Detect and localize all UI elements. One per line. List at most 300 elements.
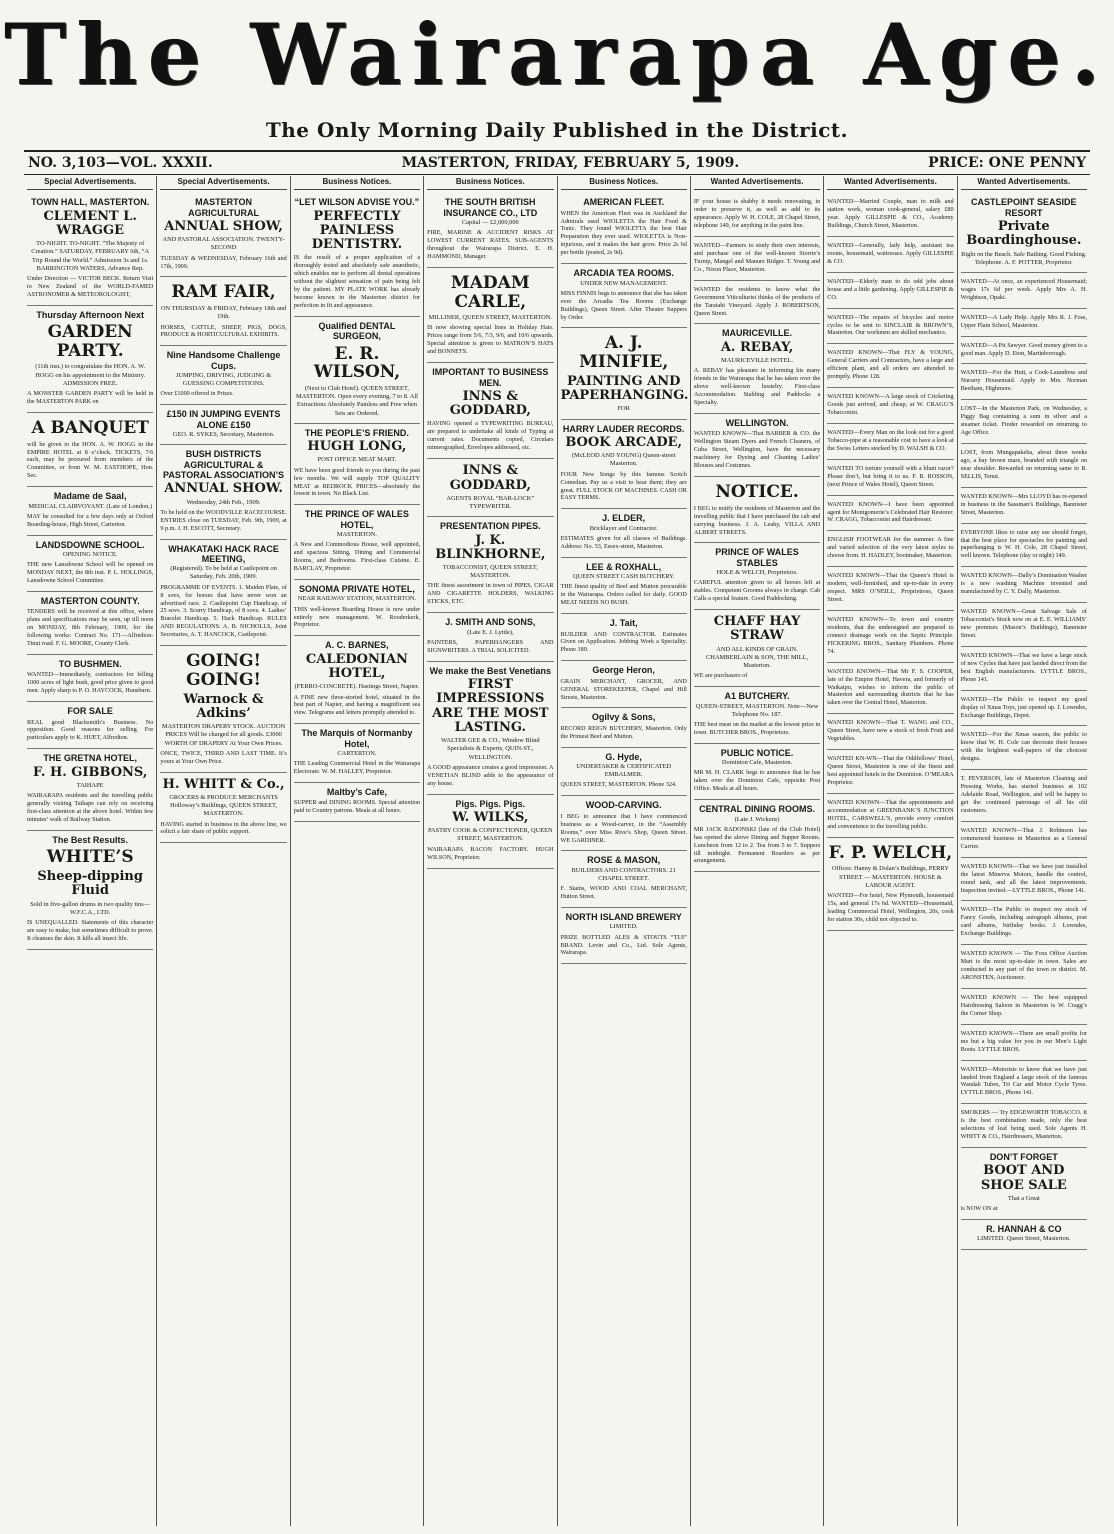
ad-body-text: WANTED—The Public to inspect my stock of Fancy Goods, including autograph albums, post card albums, birthday books. J. Lowndes, Exchange Buildings. — [960, 906, 1087, 938]
ad-body-text: MR M. H. CLARK begs to announce that he has taken over the Dominion Cafe, opposite Post Office. Meals at all hours. — [693, 769, 821, 793]
advertisement — [961, 337, 1087, 365]
ad-body-text: WANTED KNOWN—Mrs LLOYD has re-opened in business in the Sassman’s Buildings, Bannister Street, Masterton. — [960, 492, 1087, 516]
ad-body-text: MISS FINNIS begs to announce that she has taken over the Arcadia Tea Rooms (Exchange Buildings), Queen Street. After Theatre Suppers by Order. — [560, 289, 687, 321]
ad-body-text: WANTED—For the Hutt, a Cook-Laundress and Nursery Housemaid. Apply to Mrs. Norman Beetham, Highmore. — [960, 369, 1087, 393]
column-4 — [424, 176, 557, 1526]
column-2 — [157, 176, 290, 1526]
ad-heading: J. Tait, — [609, 618, 638, 629]
ad-heading: MASTERTON COUNTY. — [40, 596, 140, 607]
ad-body-text: QUEEN STREET, MASTERTON. Phone 324. — [560, 781, 677, 789]
ad-heading: WELLINGTON. — [725, 418, 789, 428]
ad-body-text: HORSES, CATTLE, SHEEP, PIGS, DOGS, PRODUCE & HORTICULTURAL EXHIBITS. — [160, 323, 287, 339]
ad-heading: PRESENTATION PIPES. — [439, 521, 541, 532]
ad-heading: Pigs. Pigs. Pigs. — [455, 798, 526, 809]
advertisement — [694, 610, 820, 687]
ad-heading: Qualified DENTAL SURGEON, — [318, 321, 396, 342]
advertisement — [961, 647, 1087, 691]
ad-body-text: RECORD REIGN BUTCHERY, Masterton. Only the Primest Beef and Mutton. — [560, 724, 687, 740]
price: PRICE: ONE PENNY — [928, 155, 1086, 171]
ad-body-text: WANTED—The repairs of bicycles and motor cycles to be sent to SINCLAIR & BROWN’S, Masterton. Our workmen are skilled mechanics. — [827, 313, 954, 337]
ad-caption: (Late E. J. Lyttle), — [467, 628, 514, 636]
ad-caption: (Late J. Wickens) — [734, 815, 780, 823]
advertisement — [694, 414, 820, 477]
ad-caption: Bricklayer and Contractor. — [589, 524, 658, 532]
ad-heading: The Best Results. — [52, 834, 128, 845]
advertisement — [961, 273, 1087, 309]
advertisement — [961, 770, 1087, 822]
ad-heading: Maltby’s Cafe, — [326, 787, 388, 798]
advertisement — [827, 611, 953, 663]
advertisement — [561, 193, 687, 264]
advertisement — [27, 749, 153, 831]
ad-caption: HOLE & WELCH, Proprietors. — [716, 569, 798, 577]
advertisement — [160, 540, 286, 647]
ad-body-text: LOST—In the Masterton Park, on Wednesday, a Piggy Bag containing a sum in silver and a steamer ticket. Finder rewarded on returning to Age Office. — [960, 405, 1087, 437]
ad-caption: MAURICEVILLE HOTEL. — [721, 357, 794, 365]
ad-body-text: TENDERS will be received at this office, where plans and specifications may be seen, up till noon on MONDAY, 8th February, 1909, for the following works: Contract No. 171—Alfredton-Tinui road. F. G. MOORE, County Clerk. — [27, 608, 154, 648]
advertisement — [694, 477, 820, 543]
advertisement — [827, 496, 953, 532]
advertisement — [294, 724, 420, 783]
ad-caption: (McLEOD AND YOUNG) Queen-street Masterton. — [571, 452, 676, 468]
ad-heading: We make the Best Venetians — [429, 665, 551, 676]
advertisement — [427, 662, 553, 795]
ad-bold-heading: CLEMENT L. WRAGGE — [43, 208, 137, 238]
advertisement — [427, 795, 553, 869]
ad-heading: ARCADIA TEA ROOMS. — [573, 268, 674, 279]
ad-heading: Thursday Afternoon Next — [36, 309, 145, 320]
advertisement — [961, 1104, 1087, 1148]
ad-body-text: HAVING opened a TYPEWRITING BUREAU, are prepared to undertake all kinds of Typing at current rates. Documents copied, Circulars mimeographed, Envelopes addressed, etc. — [427, 420, 554, 452]
ad-body-text: REAL good Blacksmith’s Business. No opposition. Good reasons for selling. For particulars apply to K. HUET, Alfredton. — [27, 718, 154, 742]
column-heading: Wanted Advertisements. — [961, 176, 1087, 190]
ad-body-text: WANTED KNOWN—That T. WANG and CO., Queen Street, have now a stock of fresh Fruit and Vegetables. — [827, 719, 954, 743]
ad-caption: CARTERTON. — [337, 750, 377, 758]
advertisement — [961, 488, 1087, 524]
ad-body-text: WANTED KNOWN—Great Salvage Sale of Tobacconist’s Stock now on at E. E. WILLIAMS’ new premises (Mason’s Buildings), Bannister Street. — [960, 608, 1087, 639]
ad-body-text: WANTED KNOWN — The Foxs Office Auction Mart is the most up-to-date in town. Sales are conducted in any part of the town or district. M. ARONSTEN, Auctioneer. — [960, 950, 1087, 982]
ad-heading: Madame de Saal, — [53, 491, 127, 502]
ad-body-text: WANTED KNOWN—That FLY & YOUNG, General Carriers and Contractors, have a large and efficient plant, and all orders are attended to promptly. Phone 128. — [827, 349, 954, 381]
ad-caption: TOBACCONIST, QUEEN STREET, MASTERTON. — [442, 564, 538, 580]
ad-body-text: WANTED KNOWN—That we have a large stock of new Cycles that have just landed direct from the best English manufacturers. LYTTLE BROS., Phone 141. — [960, 651, 1087, 683]
advertisement — [27, 306, 153, 413]
ad-body-text: LOST, from Mungapakeha, about three weeks ago, a bay brown mare, branded with triangle on near shoulder. Rewarded on returning same to R. SELLIS, Tenui. — [960, 449, 1087, 480]
ad-body-text: F. Stains, WOOD AND COAL MERCHANT, Hutton Street. — [560, 885, 687, 901]
ad-display-heading: A BANQUET — [31, 417, 149, 438]
ad-heading: SONOMA PRIVATE HOTEL, — [299, 584, 415, 595]
ad-body-text: WANTED KNOWN—That J. Robinson has commenced business in Masterton as a General Carrier. — [960, 826, 1087, 850]
ad-caption: OPENING NOTICE. — [62, 551, 118, 559]
ad-caption: GEO. R. SYKES, Secretary, Masterton. — [172, 431, 275, 439]
column-3 — [291, 176, 424, 1526]
ad-body-text: ENGLISH FOOTWEAR for the summer. A fine and varied selection of the very latest styles to choose from. H. HADLEY, bootmaker, Masterton. — [827, 536, 954, 560]
ad-caption: (Next to Club Hotel). QUEEN STREET, MASTERTON. Open every evening, 7 to 8. All Extractions Absolutely Painless and Free when Sets are Ordered. — [295, 385, 418, 417]
advertisement — [694, 193, 820, 237]
ad-heading: IMPORTANT TO BUSINESS MEN. — [432, 367, 549, 388]
ad-body-text: WAIRARAPA residents and the travelling public generally visiting Taihape can rely on receiving first-class attention at the above hotel. Within few minutes’ walk of Railway Station. — [27, 792, 154, 823]
column-1 — [24, 176, 157, 1526]
ad-heading: Ogilvy & Sons, — [591, 712, 656, 723]
ad-body-text: WANTED—Immediately, contractors for felling 1000 acres of light bush, good price given to good men. Apply sharp to P. O. HAYCOCK, Hunsburn. — [27, 671, 154, 695]
advertisement — [561, 264, 687, 328]
ad-body-text: WHEN the American Fleet was in Auckland the Admirals used WIOLETTA the Hair Food & Tonic. They found WIOLETTA the best Hair Preparation they ever used. WIOLETTA is Non-injurious, and it makes the hair grow. Price 2s 6d per bottle (posted, 2s 9d). — [560, 209, 687, 257]
advertisement — [961, 364, 1087, 400]
ad-bold-heading: Private Boardinghouse. — [966, 218, 1082, 249]
advertisement — [561, 328, 687, 419]
ad-caption: (Registered). To be held at Castlepoint on Saturday, Feb. 20th, 1909. — [170, 565, 277, 581]
ad-bold-heading: Sheep-dipping Fluid — [37, 868, 143, 899]
advertisement — [961, 193, 1087, 273]
advertisement — [694, 744, 820, 800]
advertisement — [827, 309, 953, 345]
column-heading: Business Notices. — [427, 176, 553, 190]
ad-body-text: WANTED KNOWN—I have been appointed agent for Montgomerie’s Celebrated Hair Restorer. W. CRAGG, Tobacconist and Hairdresser. — [827, 500, 954, 524]
ad-caption: LIMITED. — [609, 923, 638, 931]
advertisement — [27, 193, 153, 306]
ad-display-heading: A. J. MINIFIE, — [579, 333, 669, 373]
advertisement — [427, 363, 553, 459]
ad-body-text: WANTED—Every Man on the look out for a good Tobacco-pipe at a reasonable cost to have a look at the Swiss Letters stocked by D. WALSH & CO. — [827, 428, 954, 452]
ad-body-text: THE finest quality of Beef and Mutton procurable in the Wairarapa. Orders called for daily. GOOD MEAT NEEDS NO BUSH. — [560, 583, 687, 607]
ad-display-heading: E. R. WILSON, — [313, 343, 401, 383]
ad-body-text: I BEG to notify the residents of Masterton and the travelling public that I have purchased the cab and carrying business. J. A. Leahy, VILLA AND ALBERT STREETS. — [693, 504, 821, 536]
advertisement — [160, 646, 286, 772]
ad-body-text: SMOKERS — Try EDGEWORTH TOBACCO. It is the best combination made, only the best selections of leaf being used. Sole Agents H. WHITT & CO., Hairdressers, Masterton. — [960, 1109, 1087, 1141]
ad-body-text: EVERYONE likes to raise any see should forget, that the best place for spectacles for painting and paperhanging is W. H. Cole, 28 Chapel Street, well known. Telephone (day or night) 149. — [960, 528, 1087, 560]
ad-body-text: ESTIMATES given for all classes of Buildings. Address: No. 53, Essex-street, Masterton. — [560, 534, 687, 550]
advertisement — [27, 592, 153, 655]
ad-heading: THE GRETNA HOTEL, — [43, 753, 138, 764]
advertisement — [961, 691, 1087, 727]
advertisement — [294, 317, 420, 424]
ad-body-text: WANTED—A Lady Help. Apply Mrs R. J. Foss, Upper Plain School, Masterton. — [960, 313, 1087, 329]
advertisement — [427, 268, 553, 363]
advertisement — [294, 505, 420, 580]
advertisement — [694, 237, 820, 281]
ad-heading: LANDSDOWNE SCHOOL. — [35, 539, 145, 550]
ad-caption: QUEEN-STREET, MASTERTON. Note—New Telephone No. 187. — [695, 702, 819, 718]
ad-heading: MASTERTON AGRICULTURAL — [188, 197, 259, 218]
ad-bold-heading: ANNUAL SHOW. — [164, 481, 283, 497]
ad-heading: THE PEOPLE’S FRIEND. — [304, 427, 409, 438]
ad-body-text: A GOOD appearance creates a good impression. A VENETIAN BLIND adds to the appearance of any house. — [427, 763, 554, 787]
ad-heading: BUSH DISTRICTS AGRICULTURAL & PASTORAL ASSOCIATION’S — [163, 449, 285, 480]
ad-heading: DON’T FORGET — [989, 1152, 1058, 1163]
advertisement — [27, 413, 153, 487]
ad-body-text: IS UNEQUALLED. Statements of this character are easy to make, but sometimes difficult to prove. It cleanses the skin. It kills all insect life. — [27, 918, 154, 942]
ad-display-heading: WHITE’S — [46, 847, 134, 868]
ad-body-text: WANTED KNOWN—That we have just installed the latest Minerva Motors, handle the control, round tank, and all the latest improvements. Inspection invited.—LYTTLE BROS., Phone 141. — [960, 862, 1087, 894]
ad-bold-heading: J. K. BLINKHORNE, — [435, 532, 546, 562]
ad-caption: TO-NIGHT. TO-NIGHT. “The Majesty of Creation.” SATURDAY, FEBRUARY 6th, “A Trip Round the World.” Admission 3s and 1s. BARRINGTON WATERS, Advance Rep. — [31, 240, 150, 272]
ad-body-text: WE have been good friends to you during the past few months. We will supply TOP QUALITY MEAT at REDROCK PRICES—absolutely the lowest in town. No Black List. — [293, 466, 421, 498]
ad-body-text: FOUR New Songs by this famous Scotch Comedian. Pay us a visit to hear them; they are great. FULL STOCK OF MACHINES. CASH OR EASY TERMS. — [560, 470, 687, 502]
advertisement — [427, 459, 553, 517]
ad-bold-heading: CHAFF HAY STRAW — [713, 614, 801, 644]
ad-heading: R. HANNAH & CO — [986, 1224, 1062, 1235]
newspaper-title: The Wairarapa Age. — [3, 5, 1110, 104]
advertisement — [961, 400, 1087, 444]
advertisement — [294, 636, 420, 724]
ad-caption: BUILDERS AND CONTRACTORS. 21 CHAPEL STREET. — [571, 866, 676, 882]
column-heading: Business Notices. — [294, 176, 420, 190]
ad-bold-heading: H. WHITT & Co., — [162, 776, 285, 792]
ad-body-text: WANTED KNOWN—That Mr F. S. COOPER, late of the Empire Hotel, Havera, and formerly of Waikaipu, wishes to inform the public of Masterton and surrounding districts that he has taken over the Central Hotel, Masterton. — [827, 667, 954, 707]
advertisement — [961, 858, 1087, 902]
column-heading: Special Advertisements. — [160, 176, 286, 190]
ad-body-text: GRAIN MERCHANT, GROCER, AND GENERAL STOREKEEPER, Chapel and Hill Streets, Masterton. — [560, 677, 687, 701]
advertisement — [427, 517, 553, 613]
ad-bold-heading: ANNUAL SHOW, — [164, 218, 283, 234]
ad-heading: J. ELDER, — [602, 513, 646, 524]
advertisement — [561, 420, 687, 510]
ad-bold-heading: BOOT AND SHOE SALE — [980, 1163, 1067, 1193]
ad-body-text: WANTED the residents to know what the Government Viticulturist thinks of the products of the Taratahi Vineyard. Apply J. ROBERTSON, Queen Street. — [693, 285, 821, 317]
ad-heading: MAURICEVILLE. — [722, 328, 793, 339]
ad-heading: TO BUSHMEN. — [58, 659, 122, 670]
advertisement — [827, 838, 953, 931]
ad-caption: POST OFFICE MEAT MART. — [317, 456, 397, 464]
ad-bold-heading: PAINTING AND PAPERHANGING. — [560, 373, 689, 404]
ad-body-text: Under Direction — VICTOR BECK. Return Visit to New Zealand of the WORLD-FAMED ASTRONOMER & METEOROLOGIST, — [27, 274, 154, 298]
ad-heading: A. C. BARNES, — [325, 640, 389, 651]
ad-body-text: THE finest assortment in town of PIPES, CIGAR AND CIGARETTE HOLDERS, WALKING STICKS, ETC. — [427, 582, 554, 606]
advertisement — [827, 663, 953, 715]
advertisement — [561, 796, 687, 851]
ad-heading: CASTLEPOINT SEASIDE RESORT — [971, 197, 1077, 218]
ad-body-text: THE new Lansdowne School will be opened on MONDAY NEXT, the 8th inst. P. L. HOLLINGS, Lansdowne School Committee. — [27, 561, 154, 585]
ad-caption: (11th inst.) to congratulate the HON. A. W. HOGG on his appointment to the Ministry. ADMISSION FREE. — [35, 363, 146, 387]
ad-caption: AND ALL KINDS OF GRAIN. CHAMBERLAIN & SON, THE MILL, Masterton. — [705, 645, 809, 670]
ad-heading: “LET WILSON ADVISE YOU.” — [294, 197, 420, 208]
advertisement — [827, 567, 953, 611]
ad-body-text: MAY be consulted for a few days only at Oxford Boarding-house, High Street, Carterton. — [27, 512, 154, 528]
ad-body-text: SUPPER and DINING ROOMS. Special attention paid to Country patrons. Meals at all hours. — [293, 799, 421, 815]
ad-body-text: IS now showing special lines in Holiday Hats. Prices range from 5/6, 7/3, 9/6, and 10/6 upwards. Special attention is given to MATRON’S HATS and BONNETS. — [427, 324, 554, 356]
ad-bold-heading: INNS & GODDARD, — [449, 463, 531, 493]
column-7 — [824, 176, 957, 1526]
ad-caption: Wednesday, 24th Feb., 1909. — [186, 498, 261, 506]
ad-body-text: WANTED KNOWN — The best equipped Hairdressing Saloon in Masterton is W. Cragg’s the Corner Shop. — [960, 993, 1087, 1017]
masthead — [0, 0, 1114, 110]
advertisement — [961, 567, 1087, 603]
advertisement — [694, 281, 820, 325]
ad-heading: Nine Handsome Challenge Cups. — [166, 350, 281, 371]
ad-caption: AGENTS ROYAL “BAR-LOCK” TYPEWRITER. — [446, 494, 535, 510]
ad-caption: UNDER NEW MANAGEMENT. — [580, 279, 668, 287]
ad-body-text: WANTED—Generally, lady help, assistant tea rooms, housemaid, waitresses. Apply GILLESPIE & CO. — [827, 241, 954, 265]
advertisement — [827, 344, 953, 388]
advertisement — [961, 524, 1087, 568]
ad-heading: ROSE & MASON, — [587, 855, 661, 866]
advertisement — [160, 346, 286, 405]
ad-body-text: WANTED—For the Xmas season, the public to know that W. H. Cole can decorate their houses with the brightest wall-papers of the choicest designs. — [960, 731, 1087, 763]
ad-heading: J. SMITH AND SONS, — [445, 617, 536, 628]
advertisement — [561, 851, 687, 908]
ad-body-text: T. PEVERSON, late of Masterton Cleaning and Pressing Works, has started business at 102 Adelaide Road, Wellington, and will be happy to get the continued patronage of all his old customers. — [960, 775, 1087, 814]
ad-body-text: WANTED—The Public to inspect my good display of Xmas Toys, just opened up. J. Lowndes, Exchange Buildings, Depot. — [960, 695, 1087, 719]
advertisement — [160, 405, 286, 445]
ad-body-text: A. REBAY has pleasure in informing his many friends in the Wairarapa that he has taken over the above well-known hostelry. First-class Accommodation. Stabling and Paddocks a Specialty. — [693, 367, 821, 407]
ad-body-text: PAINTERS, PAPERHANGERS AND SIGNWRITERS. A TRIAL SOLICITED. — [427, 638, 554, 654]
ad-body-text: WANTED—Motorists to know that we have just landed from England a large stock of the famous Wandah Tubes, Tri Car and Motor Cycle Tyres. LYTTLE BROS., Phone 141. — [960, 1065, 1087, 1097]
ad-body-text: WANTED KNOWN—A large stock of Cricketing Goods just arrived, and cheap, at W. CRAGG’S Tobacconist. — [827, 393, 954, 417]
ad-body-text: WANTED KNOWN—That BARBER & CO. the Wellington Steam Dyers and French Cleaners, of Cuba Street, Wellington, have the necessary machinery for Dyeing and Cleaning Ladies’ Blouses and Costumes. — [693, 430, 821, 470]
advertisement — [27, 536, 153, 592]
ad-display-heading: RAM FAIR, — [171, 282, 276, 303]
ad-body-text: IS the result of a proper application of a thoroughly tested and absolutely safe anæsthetic, which enables me to perform all dental operations without the slightest sensation of pain being felt by the patient. MY PLATE WORK has already become known in the Masterton district for perfection in fit and appearance. — [293, 254, 421, 310]
ad-body-text: BUILDER AND CONTRACTOR. Estimates Given on Application. Jobbing Work a Speciality. Phone 189. — [560, 630, 687, 654]
advertisement — [27, 702, 153, 749]
advertisement — [561, 614, 687, 661]
ad-heading: £150 IN JUMPING EVENTS ALONE £150 — [166, 409, 281, 430]
advertisement — [160, 445, 286, 539]
ad-caption: AND PASTORAL ASSOCIATION. TWENTY-SECOND — [162, 236, 285, 252]
ad-caption: NEAR RAILWAY STATION, MASTERTON. — [297, 595, 417, 603]
ad-body-text: TUESDAY & WEDNESDAY, February 16th and 17th, 1909. — [160, 254, 287, 270]
dateline — [24, 150, 1090, 175]
ad-bold-heading: Warnock & Adkins’ — [183, 691, 264, 721]
ad-heading: CENTRAL DINING ROOMS. — [699, 804, 815, 815]
ad-body-text: WANTED KN-WN—That the Oddfellows’ Hotel, Queen Street, Masterton is one of the finest and best appointed hotels in the Dominion. O’MEARA Proprietor. — [827, 755, 954, 786]
ad-body-text: WE are purchasers of — [693, 672, 748, 680]
ad-caption: MASTERTON DRAPERY STOCK. AUCTION PRICES Will be charged for all goods. £3000 WORTH OF DRAPERY At Your Own Prices. — [161, 723, 286, 747]
column-heading: Special Advertisements. — [27, 176, 153, 190]
ad-caption: TAIHAPE — [76, 782, 104, 789]
advertisement — [694, 324, 820, 414]
issue-number: NO. 3,103—VOL. XXXII. — [28, 155, 213, 171]
advertisement — [561, 748, 687, 797]
column-heading: Wanted Advertisements. — [827, 176, 953, 190]
advertisement — [427, 613, 553, 661]
advertisement — [827, 460, 953, 496]
advertisement — [961, 1061, 1087, 1105]
advertisement — [160, 277, 286, 346]
ad-heading: The Marquis of Normanby Hotel, — [301, 728, 413, 749]
ad-bold-heading: BOOK ARCADE, — [565, 434, 683, 450]
advertisement — [827, 714, 953, 750]
ad-caption: FOR — [617, 405, 630, 413]
ad-display-heading: GARDEN PARTY. — [47, 322, 133, 361]
advertisement — [961, 309, 1087, 337]
ad-caption: PASTRY COOK & CONFECTIONER, QUEEN STREET, MASTERTON. — [427, 827, 553, 843]
ad-body-text: is NOW ON at — [960, 1205, 998, 1213]
advertisement — [294, 193, 420, 317]
advertisement — [827, 750, 953, 794]
advertisement — [294, 424, 420, 506]
advertisement — [561, 908, 687, 964]
ad-body-text: WANTED—Married Couple, man to milk and station work, woman cook-general, salary £80 year. Apply GILLESPIE & CO., Academy Buildings, Church Street, Masterton. — [827, 198, 954, 230]
advertisement — [961, 945, 1087, 989]
advertisement — [561, 708, 687, 747]
ad-heading: TOWN HALL, MASTERTON. — [31, 197, 150, 208]
ad-caption: UNDERTAKER & CERTIFICATED EMBALMER. — [576, 763, 672, 779]
advertisement — [961, 1025, 1087, 1061]
ad-display-heading: MADAM CARLE, — [450, 272, 530, 312]
ad-body-text: WANTED—For hotel, New Plymouth, housemaid 15s, and general 17s 6d. WANTED—Housemaid, leading Commercial Hotel, Wellington, 20s, cook for station 30s, child not objected to. — [827, 891, 954, 923]
advertisement — [961, 989, 1087, 1025]
ad-body-text: WAIRARAPA BACON FACTORY. HUGH WILSON, Proprietor. — [427, 845, 554, 861]
ad-heading: LEE & ROXHALL, — [586, 561, 662, 572]
ad-heading: WOOD-CARVING. — [585, 800, 662, 811]
column-heading: Wanted Advertisements. — [694, 176, 820, 190]
ad-body-text: WANTED TO torture yourself with a blunt razor? Please don’t, but bring it to us. F. B. ROSSON, (next Prince of Wales Hotel), Queen Street. — [827, 464, 954, 488]
ad-heading: PUBLIC NOTICE. — [720, 747, 794, 758]
ad-caption: Offices: Hanny & Dolan’s Buildings, PERRY STREET — MASTERTON. HOUSE & LABOUR AGENT. — [831, 865, 949, 889]
ad-caption: QUEEN STREET CASH BUTCHERY. — [572, 573, 675, 581]
ad-body-text: WANTED KNOWN—That the Queen’s Hotel is modern, well-furnished, and up-to-date in every respect. MRS O’NEILL, Proprietress, Queen Street. — [827, 572, 954, 604]
advertisement — [294, 580, 420, 636]
advertisement — [827, 424, 953, 460]
ad-body-text: I BEG to announce that I have commenced business as a Wood-carver, in the “Assembly Rooms,” over Miss Rive’s Shop, Queen Street. WE GARDINER. — [560, 812, 687, 844]
ad-caption: GROCERS & PRODUCE MERCHANTS Holloway’s Buildings, QUEEN STREET, MASTERTON. — [169, 793, 278, 818]
ad-bold-heading: INNS & GODDARD, — [449, 388, 531, 419]
ad-bold-heading: CALEDONIAN HOTEL, — [305, 651, 408, 682]
advertisement — [160, 193, 286, 277]
ad-heading: G. Hyde, — [605, 751, 642, 762]
column-5 — [558, 176, 691, 1526]
ad-heading: FOR SALE — [67, 706, 113, 717]
ad-heading: THE PRINCE OF WALES HOTEL, — [304, 509, 409, 530]
ad-body-text: THIS well-known Boarding House is now under entirely new management. W. Rooderkerk, Proprietor. — [293, 605, 421, 629]
ad-body-text: Over £1000 offered in Prizes. — [160, 390, 234, 398]
ad-body-text: WANTED KNOWN—To town and country residents, that the undersigned are prepared to connect drainage work on the Septic Principle. FICKERING BROS., Sanitary Plumbers. Phone 74. — [827, 615, 954, 655]
ad-caption: MASTERTON. — [336, 531, 378, 539]
ad-body-text: A FINE new three-storied hotel, situated in the best part of Napier, and having a magnificent sea view. Telegrams and letters promptly attended to. — [293, 693, 421, 717]
advertisement — [427, 193, 553, 268]
ad-body-text: WANTED—Farmers to study their own interests, and purchase one of the well-known Storrie’s Turnip, Mangel and Manure Ridger. T. Young and Co., Nixon Place, Masterton. — [693, 241, 821, 273]
ad-bold-heading: W. WILKS, — [452, 809, 529, 825]
advertisement — [27, 655, 153, 702]
ad-body-text: HAVING started in business in the above line, we solicit a fair share of public support. — [160, 820, 287, 836]
ad-caption: Sold in five-gallon drums in two quality tins— W.F.C.A., LTD. — [30, 900, 151, 916]
advertisement — [561, 558, 687, 614]
ad-bold-heading: A. REBAY, — [720, 339, 794, 355]
advertisement — [827, 237, 953, 273]
advertisement — [694, 543, 820, 610]
ad-body-text: WANTED—A Pit Sawyer. Good money given to a good man. Apply D. Eton, Martinborough. — [960, 341, 1087, 357]
ad-body-text: ONCE, TWICE, THIRD AND LAST TIME. It’s yours at Your Own Price. — [160, 749, 287, 765]
column-heading: Business Notices. — [561, 176, 687, 190]
advertisement — [827, 531, 953, 567]
advertisement — [961, 603, 1087, 647]
ad-body-text: A MONSTER GARDEN PARTY will be held in the MASTERTON PARK on — [27, 390, 154, 405]
ad-caption: Capital — £2,000,000 — [461, 218, 519, 226]
advertisement — [561, 661, 687, 708]
column-8 — [958, 176, 1090, 1526]
place-date: MASTERTON, FRIDAY, FEBRUARY 5, 1909. — [401, 155, 740, 171]
ad-body-text: WANTED—Elderly man to do odd jobs about house and a little gardening. Apply GILLESPIE & CO. — [827, 277, 954, 301]
ad-heading: NORTH ISLAND BREWERY — [565, 912, 682, 923]
ad-body-text: WANTED KNOWN—Dally’s Domination Washer is a new washing Machine invented and manufactured by C. Y. Dally, Masterton. — [960, 572, 1088, 596]
ad-caption: MEDICAL CLAIRVOYANT. (Late of London.) — [28, 502, 153, 510]
ad-display-heading: F. P. WELCH, — [828, 842, 953, 863]
advertisement — [827, 388, 953, 424]
ad-body-text: THE best meat on the market at the lowest price in town. BUTCHER BROS., Proprietors. — [693, 720, 821, 736]
ad-body-text: WANTED—At once, an experienced Housemaid; wages 17s 6d per week. Apply Mrs A. H. Wrightson, Opaki. — [960, 277, 1087, 301]
advertisement — [694, 800, 820, 872]
ad-bold-heading: FIRST IMPRESSIONS ARE THE MOST LASTING. — [432, 677, 549, 735]
ad-caption: Dominion Cafe, Masterton. — [721, 759, 793, 767]
ad-bold-heading: F. H. GIBBONS, — [33, 764, 148, 780]
ad-caption: LIMITED. Queen Street, Masterton. — [977, 1235, 1071, 1243]
ad-heading: AMERICAN FLEET. — [583, 197, 665, 208]
ad-body-text: CAREFUL attention given to all horses left at stables. Competent Grooms always in charge. Cab Calls a special feature. Good Paddocking. — [693, 579, 821, 603]
ad-caption: (FERRO-CONCRETE). Hastings Street, Napier. — [294, 683, 420, 691]
ad-body-text: PROGRAMME OF EVENTS. 1. Maiden Plate, of 8 sovs, for horses that have never won an advertised race. 2. Castlepoint Cup Handicap, of 25 sovs. 3. Scurry Handicap, of 8 sovs. 4. Ladies’ Bracelet Handicap. 5. Hack Handicap. RULES AND REGULATIONS. A. B. NICHOLLS, Joint Secretaries, A. T. HANCOCK, Castlepoint. — [160, 583, 287, 639]
advertisement — [961, 822, 1087, 858]
